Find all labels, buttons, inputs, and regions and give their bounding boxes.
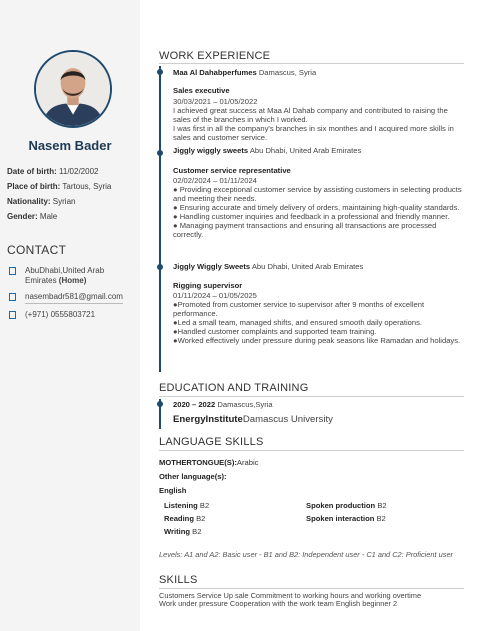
education-years: 2020 – 2022 <box>173 400 216 409</box>
phone-icon <box>9 311 16 319</box>
job-location: Damascus, Syria <box>258 68 317 77</box>
job-description <box>173 106 463 142</box>
email-underline <box>25 303 123 304</box>
job-employer: Jiggly wiggly sweets <box>173 146 249 155</box>
nationality-value: Syrian <box>52 197 76 206</box>
job-employer-row <box>173 262 463 271</box>
spoken-interaction-row <box>306 514 386 523</box>
job-line: ●Promoted from customer service to supervisor after 9 months of excellent performance. <box>173 300 425 318</box>
education-institute-row <box>173 414 463 426</box>
address-text: AbuDhabi,United Arab Emirates <box>25 266 105 285</box>
levels-note: Levels: A1 and A2: Basic user - B1 and B2: Independent user - C1 and C2: Proficient user <box>159 550 454 559</box>
education-university: Damascus University <box>242 414 333 425</box>
job-title: Sales executive <box>173 86 230 95</box>
job-line: ● Managing payment transactions and ensuring all transactions are processed correctly. <box>173 221 437 239</box>
spoken-production-row <box>306 501 387 510</box>
languages-divider <box>159 450 464 451</box>
dob-label: Date of birth: <box>7 167 57 176</box>
mother-tongue-value: Arabic <box>236 458 259 467</box>
job-employer-row <box>173 68 463 77</box>
education-location: Damascus,Syria <box>217 400 273 409</box>
candidate-name: Nasem Bader <box>28 138 112 153</box>
timeline-dot <box>157 150 163 156</box>
mother-tongue-row <box>159 458 258 467</box>
gender-row <box>7 209 137 224</box>
home-icon <box>9 267 16 275</box>
languages-heading: LANGUAGE SKILLS <box>159 436 264 448</box>
pob-value: Tartous, Syria <box>62 182 112 191</box>
job-employer-row <box>173 146 463 155</box>
nationality-label: Nationality: <box>7 197 51 206</box>
pob-row <box>7 179 137 194</box>
job-line: ●Handled customer complaints and supported team training. <box>173 327 377 336</box>
job-line: I achieved great success at Maa Al Dahab company and contributed to raising the sales of the branches in which I worked. <box>173 106 448 124</box>
education-dates-row <box>173 400 463 409</box>
gender-value: Male <box>39 212 58 221</box>
job-dates: 01/11/2024 – 01/05/2025 <box>173 291 257 300</box>
job-dates: 30/03/2021 – 01/05/2022 <box>173 97 258 106</box>
job-line: ● Handling customer inquiries and feedback in a professional and friendly manner. <box>173 212 450 221</box>
spoken-interaction-level: B2 <box>376 514 386 523</box>
listening-row <box>164 501 209 510</box>
job-location: Abu Dhabi, United Arab Emirates <box>251 262 364 271</box>
education-heading: EDUCATION AND TRAINING <box>159 382 309 394</box>
job-line: ● Providing exceptional customer service by assisting customers in selecting products and meeting their needs. <box>173 185 462 203</box>
job-title: Customer service representative <box>173 166 291 175</box>
job-line: ●Worked effectively under pressure during peak seasons like Ramadan and holidays. <box>173 336 461 345</box>
address-tag: (Home) <box>58 276 87 285</box>
gender-label: Gender: <box>7 212 38 221</box>
timeline-dot <box>157 264 163 270</box>
job-line: ●Led a small team, managed shifts, and ensured smooth daily operations. <box>173 318 422 327</box>
other-language-label: Other language(s): <box>159 472 227 481</box>
reading-row <box>164 514 205 523</box>
language-name: English <box>159 486 187 495</box>
reading-level: B2 <box>196 514 206 523</box>
listening-level: B2 <box>199 501 210 510</box>
timeline-dot <box>157 401 163 407</box>
email-link[interactable]: nasembadr581@gmail.com <box>25 292 123 301</box>
spoken-interaction-label: Spoken interaction <box>306 514 375 523</box>
spoken-production-label: Spoken production <box>306 501 376 510</box>
listening-label: Listening <box>164 501 198 510</box>
job-line: ● Ensuring accurate and timely delivery of orders, maintaining high-quality standards. <box>173 203 460 212</box>
skills-divider <box>159 588 464 589</box>
timeline-dot <box>157 69 163 75</box>
job-description <box>173 300 463 345</box>
contact-heading: CONTACT <box>7 243 67 257</box>
work-heading: WORK EXPERIENCE <box>159 50 271 62</box>
mother-tongue-label: MOTHERTONGUE(S): <box>159 458 237 467</box>
phone-text: (+971) 0555803721 <box>25 310 96 319</box>
writing-label: Writing <box>164 527 191 536</box>
dob-row <box>7 164 137 179</box>
writing-row <box>164 527 201 536</box>
timeline-line <box>159 66 161 372</box>
spoken-production-level: B2 <box>377 501 387 510</box>
job-description <box>173 185 463 239</box>
job-dates: 02/02/2024 – 01/11/2024 <box>173 176 257 185</box>
skills-heading: SKILLS <box>159 574 198 586</box>
work-divider <box>159 63 464 64</box>
pob-label: Place of birth: <box>7 182 61 191</box>
profile-photo <box>34 50 112 128</box>
email-icon <box>9 293 16 301</box>
skills-text: Customers Service Up sale Commitment to working hours and working overtime Work under pressure Cooperation with the work team English beginner 2 <box>159 591 422 608</box>
nationality-row <box>7 194 137 209</box>
personal-info <box>7 164 137 224</box>
job-employer: Jiggly Wiggly Sweets <box>173 262 251 271</box>
job-title: Rigging supervisor <box>173 281 243 290</box>
writing-level: B2 <box>192 527 202 536</box>
job-line: I was first in all the company's branches in six monthes and I acquired more skills in sales and customer service. <box>173 124 454 142</box>
reading-label: Reading <box>164 514 194 523</box>
job-employer: Maa Al Dahabperfumes <box>173 68 257 77</box>
avatar-icon <box>36 52 110 126</box>
education-divider <box>159 396 464 397</box>
dob-value: 11/02/2002 <box>59 167 99 176</box>
education-institute: EnergyInstitute <box>173 414 243 425</box>
job-location: Abu Dhabi, United Arab Emirates <box>249 146 362 155</box>
